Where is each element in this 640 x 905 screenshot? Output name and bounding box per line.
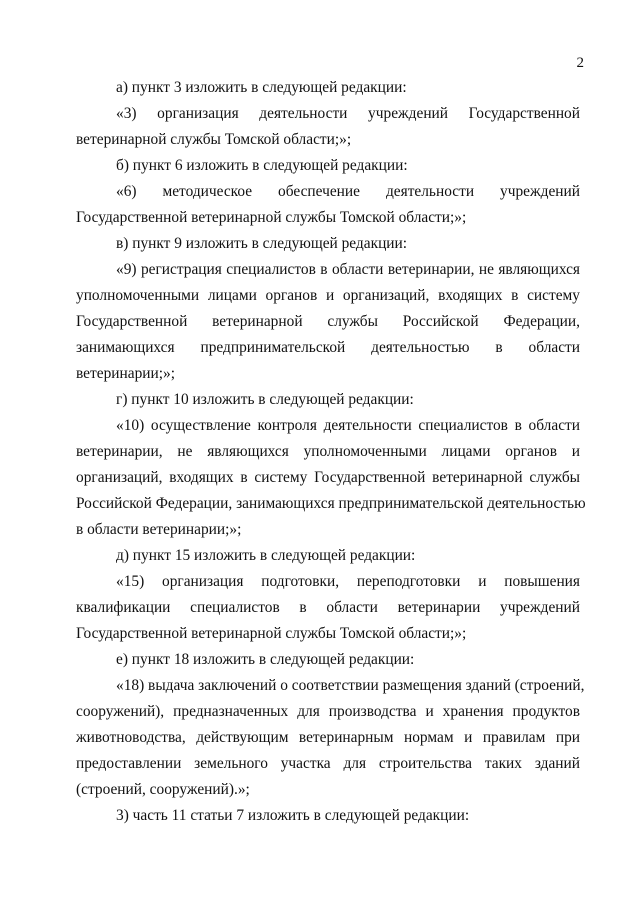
text-line: а) пункт 3 изложить в следующей редакции:: [116, 79, 407, 96]
text-line: (строений, сооружений).»;: [76, 781, 250, 798]
text-line: «6) методическое обеспечение деятельности учреждений: [116, 183, 580, 200]
text-line: ветеринарии, не являющихся уполномоченными лицами органов и: [76, 443, 580, 460]
text-line: в области ветеринарии;»;: [76, 521, 242, 538]
text-line: Государственной ветеринарной службы Томской области;»;: [76, 625, 467, 642]
text-line: «3) организация деятельности учреждений Государственной: [116, 105, 580, 122]
text-line: «9) регистрация специалистов в области ветеринарии, не являющихся: [116, 261, 580, 278]
text-line: предоставлении земельного участка для строительства таких зданий: [76, 755, 580, 772]
text-line: «18) выдача заключений о соответствии размещения зданий (строений,: [116, 677, 585, 694]
document-body: [76, 75, 586, 829]
text-line: сооружений), предназначенных для производства и хранения продуктов: [76, 703, 580, 720]
text-line: «15) организация подготовки, переподготовки и повышения: [116, 573, 580, 590]
text-line: организаций, входящих в систему Государственной ветеринарной службы: [76, 469, 580, 486]
text-line: Российской Федерации, занимающихся предпринимательской деятельностью: [76, 495, 586, 512]
text-line: в) пункт 9 изложить в следующей редакции:: [116, 235, 408, 252]
text-line: д) пункт 15 изложить в следующей редакции:: [116, 547, 416, 564]
page-number: 2: [576, 55, 584, 71]
text-line: е) пункт 18 изложить в следующей редакции:: [116, 651, 415, 668]
text-line: уполномоченными лицами органов и организаций, входящих в систему: [76, 287, 580, 304]
text-line: 3) часть 11 статьи 7 изложить в следующей редакции:: [116, 807, 470, 824]
text-line: животноводства, действующим ветеринарным нормам и правилам при: [76, 729, 580, 746]
text-line: квалификации специалистов в области ветеринарии учреждений: [76, 599, 580, 616]
text-line: занимающихся предпринимательской деятельностью в области: [76, 339, 580, 356]
text-line: Государственной ветеринарной службы Российской Федерации,: [76, 313, 580, 330]
text-line: «10) осуществление контроля деятельности специалистов в области: [116, 417, 580, 434]
text-line: Государственной ветеринарной службы Томской области;»;: [76, 209, 467, 226]
text-line: б) пункт 6 изложить в следующей редакции:: [116, 157, 408, 174]
text-line: г) пункт 10 изложить в следующей редакции:: [116, 391, 414, 408]
text-line: ветеринарной службы Томской области;»;: [76, 131, 352, 148]
text-line: ветеринарии;»;: [76, 365, 175, 382]
